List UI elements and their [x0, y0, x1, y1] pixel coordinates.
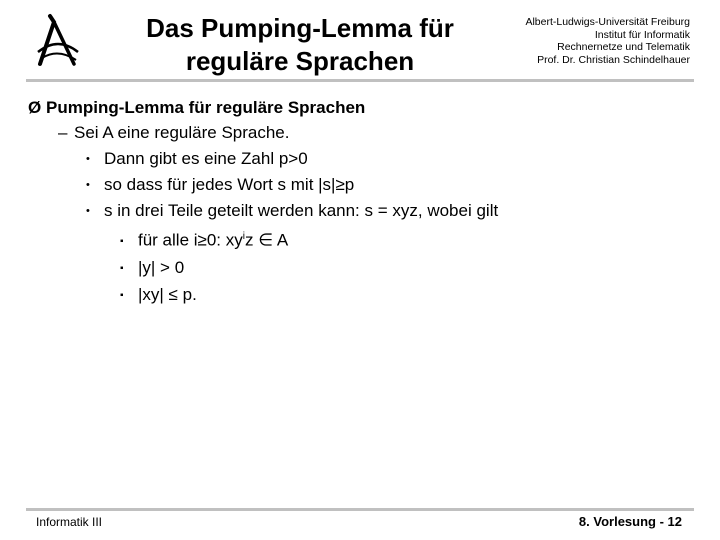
bullet-item	[86, 172, 700, 198]
page-title	[120, 12, 480, 78]
title-line-2: reguläre Sprachen	[185, 46, 415, 76]
university-logo-icon	[30, 12, 86, 68]
condition-text: |xy| ≤ p.	[138, 284, 197, 304]
square-bullet-icon: ▪	[120, 262, 124, 274]
condition-text-tail: z ∈ A	[245, 230, 289, 250]
footer-course: Informatik III	[36, 515, 103, 529]
condition-item	[120, 282, 700, 309]
bullet-item	[86, 198, 700, 224]
affiliation-university: Albert-Ludwigs-Universität Freiburg	[525, 16, 690, 28]
main-heading-text: Pumping-Lemma für reguläre Sprachen	[46, 98, 366, 117]
dot-bullet-icon: •	[86, 179, 90, 191]
bullet-text: s in drei Teile geteilt werden kann: s = xyz, wobei gilt	[104, 201, 499, 220]
bullet-text: Dann gibt es eine Zahl p>0	[104, 149, 308, 168]
affiliation-group: Rechnernetze und Telematik	[557, 41, 690, 53]
arrow-bullet-icon: Ø	[28, 98, 42, 117]
square-bullet-icon: ▪	[120, 235, 124, 247]
condition-text: |y| > 0	[138, 257, 185, 277]
affiliation-institute: Institut für Informatik	[594, 28, 690, 41]
bullet-text: so dass für jedes Wort s mit |s|≥p	[104, 175, 355, 194]
title-line-1: Das Pumping-Lemma für	[146, 13, 454, 43]
header-divider	[26, 79, 694, 82]
affiliation-block	[460, 16, 690, 66]
dot-bullet-icon: •	[86, 205, 90, 217]
dot-bullet-icon: •	[86, 153, 90, 165]
slide-content	[28, 96, 700, 309]
footer-divider	[26, 508, 694, 511]
condition-text: für alle i≥0: xy	[138, 230, 243, 250]
footer-lecture-page: 8. Vorlesung - 12	[578, 514, 682, 529]
affiliation-professor: Prof. Dr. Christian Schindelhauer	[537, 53, 690, 66]
dash-bullet-icon: –	[58, 123, 68, 142]
sub-item-text: Sei A eine reguläre Sprache.	[74, 123, 290, 142]
condition-item	[120, 255, 700, 282]
square-bullet-icon: ▪	[120, 289, 124, 301]
sub-item	[58, 120, 700, 146]
condition-exponent: i	[242, 231, 245, 242]
bullet-item	[86, 146, 700, 172]
condition-item	[120, 224, 700, 255]
main-heading	[28, 96, 700, 120]
